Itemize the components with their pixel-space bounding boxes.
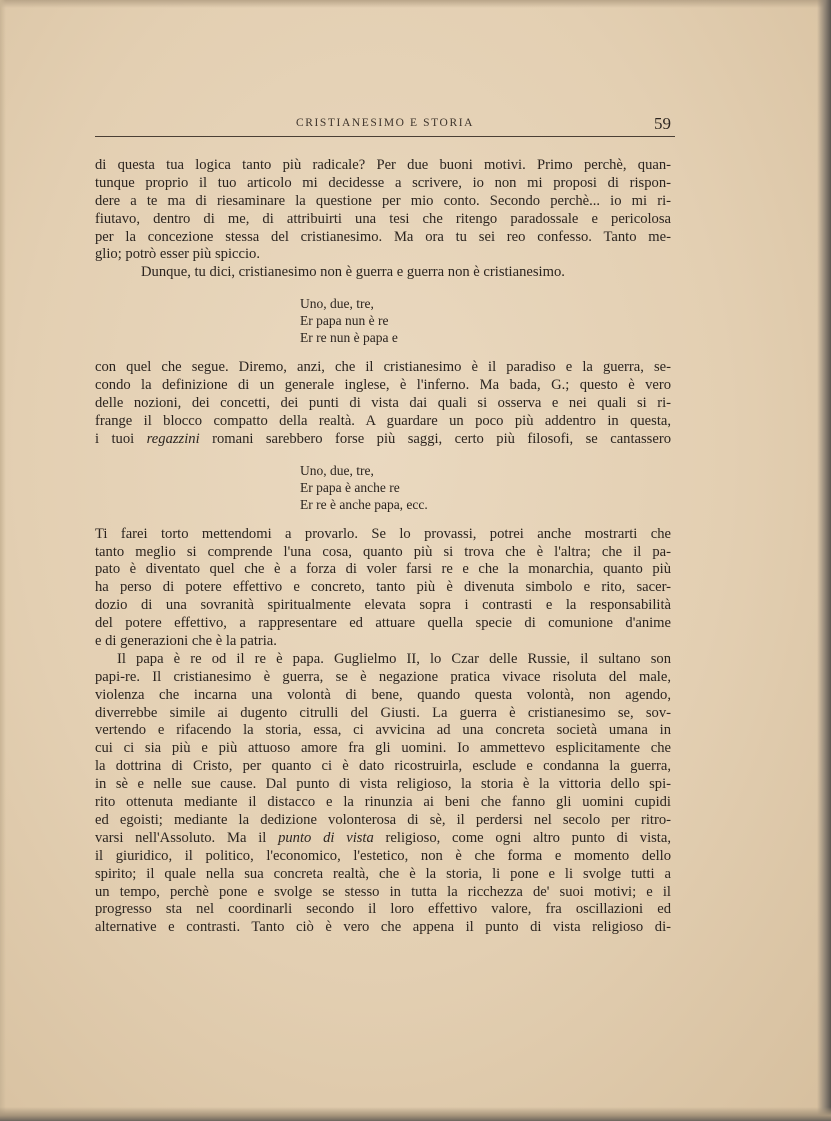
text-line: varsi nell'Assoluto. Ma il punto di vista religioso, come ogni altro punto di vista, bbox=[95, 829, 671, 846]
text-line: glio; potrò esser più spiccio. bbox=[95, 246, 260, 263]
text-line: in sè e nelle sue cause. Dal punto di vista religioso, la storia è la vittoria dello spi- bbox=[95, 776, 671, 793]
page-edge-right bbox=[817, 0, 831, 1121]
text-line: papi-re. Il cristianesimo è guerra, se è negazione pratica vivace risoluta del male, bbox=[95, 668, 671, 685]
text-line: condo la definizione di un generale inglese, è l'inferno. Ma bada, G.; questo è vero bbox=[95, 377, 671, 394]
verse-line: Er re nun è papa e bbox=[300, 330, 398, 346]
verse-line: Uno, due, tre, bbox=[300, 296, 374, 312]
text-line: per la concezione stessa del cristianesimo. Ma ora tu sei reo confesso. Tanto me- bbox=[95, 228, 671, 245]
text-line: tanto meglio si comprende l'una cosa, quanto più si trova che è l'altra; che il pa- bbox=[95, 543, 671, 560]
paragraph-3 bbox=[95, 359, 671, 448]
text-line: cui ci sia più e più attuoso amore fra gli uomini. Io ammettevo esplicitamente che bbox=[95, 740, 671, 757]
verse-1 bbox=[300, 295, 671, 346]
text-line: ed egoisti; mediante la dedizione volonterosa di sè, il perdersi nel secolo per ritro- bbox=[95, 811, 671, 828]
italic-emphasis: punto di vista bbox=[278, 829, 374, 846]
verse-2 bbox=[300, 462, 671, 513]
page-header bbox=[95, 114, 675, 137]
text-line: violenza che incarna una volontà di bene, quando questa volontà, non agendo, bbox=[95, 686, 671, 703]
page-edge-top bbox=[0, 0, 831, 8]
text-line: Dunque, tu dici, cristianesimo non è guerra e guerra non è cristianesimo. bbox=[141, 264, 565, 281]
text-line: pato è diventato quel che è a forza di voler farsi re e che la monarchia, quanto più bbox=[95, 561, 671, 578]
text-line: diverrebbe simile ai dugento citrulli del Giusti. La guerra è cristianesimo se, sov- bbox=[95, 704, 671, 721]
verse-line: Uno, due, tre, bbox=[300, 462, 374, 478]
verse-line: Er papa nun è re bbox=[300, 313, 389, 329]
text-line: i tuoi regazzini romani sarebbero forse più saggi, certo più filosofi, se cantassero bbox=[95, 430, 671, 447]
text-line: progresso sta nel coordinarli secondo il loro effettivo valore, fra oscillazioni ed bbox=[95, 901, 671, 918]
text-line: la dottrina di Cristo, per quanto ci è dato ricostruirla, esclude e condanna la guerra, bbox=[95, 758, 671, 775]
text-line: dere a te ma di riesaminare la questione per mio conto. Secondo perchè... io mi ri- bbox=[95, 192, 671, 209]
text-line: con quel che segue. Diremo, anzi, che il cristianesimo è il paradiso e la guerra, se- bbox=[95, 359, 671, 376]
text-line: Ti farei torto mettendomi a provarlo. Se lo provassi, potrei anche mostrarti che bbox=[95, 525, 671, 542]
text-line: frange il blocco compatto della realtà. A guardare un poco più addentro in questa, bbox=[95, 412, 671, 429]
text-line: di questa tua logica tanto più radicale? Per due buoni motivi. Primo perchè, quan- bbox=[95, 157, 671, 173]
verse-line: Er re è anche papa, ecc. bbox=[300, 496, 428, 512]
verse-line: Er papa è anche re bbox=[300, 479, 400, 495]
page-number: 59 bbox=[654, 114, 671, 133]
italic-emphasis: regazzini bbox=[146, 430, 200, 447]
text-line: tunque proprio il tuo articolo mi decidesse a scrivere, io non mi proposi di rispon- bbox=[95, 174, 671, 191]
text-line: del potere effettivo, a rappresentare ed attuare quella specie di comunione d'anime bbox=[95, 615, 671, 632]
text-line: e di generazioni che è la patria. bbox=[95, 633, 277, 650]
running-title: CRISTIANESIMO E STORIA bbox=[295, 117, 475, 129]
paragraph-1 bbox=[95, 157, 671, 264]
paragraph-4 bbox=[95, 526, 671, 651]
text-line: vertendo e rifacendo la storia, essa, ci avvicina ad una concreta società umana in bbox=[95, 722, 671, 739]
text-line: alternative e contrasti. Tanto ciò è vero che appena il punto di vista religioso di- bbox=[95, 919, 671, 936]
text-line: spirito; il quale nella sua concreta realtà, che è la storia, li pone e li svolge tutti a bbox=[95, 865, 671, 882]
body-text bbox=[95, 157, 671, 937]
paragraph-5 bbox=[95, 651, 671, 937]
text-line: fiutavo, dentro di me, di attribuirti una tesi che ritengo paradossale e pericolosa bbox=[95, 210, 671, 227]
text-line: un tempo, perchè pone e svolge se stesso in tutta la ricchezza de' suoi motivi; e il bbox=[95, 883, 671, 900]
text-line: dozio di una sovranità spiritualmente elevata sopra i contrasti e la responsabilità bbox=[95, 597, 671, 614]
text-line: delle nozioni, dei concetti, dei punti di vista dai quali si osserva e nei quali si ri- bbox=[95, 395, 671, 412]
page-edge-left bbox=[0, 0, 6, 1121]
text-line: il giuridico, il politico, l'economico, l'estetico, non è che forma e momento dello bbox=[95, 847, 671, 864]
page-edge-bottom bbox=[0, 1107, 831, 1121]
text-line: ha perso di potere effettivo e concreto, tanto più è divenuta simbolo e rito, sacer- bbox=[95, 579, 671, 596]
text-line: Il papa è re od il re è papa. Guglielmo II, lo Czar delle Russie, il sultano son bbox=[117, 650, 671, 667]
paragraph-2 bbox=[95, 264, 671, 282]
text-line: rito ottenuta mediante il distacco e la rinunzia ai beni che fanno gli uomini cupidi bbox=[95, 794, 671, 811]
